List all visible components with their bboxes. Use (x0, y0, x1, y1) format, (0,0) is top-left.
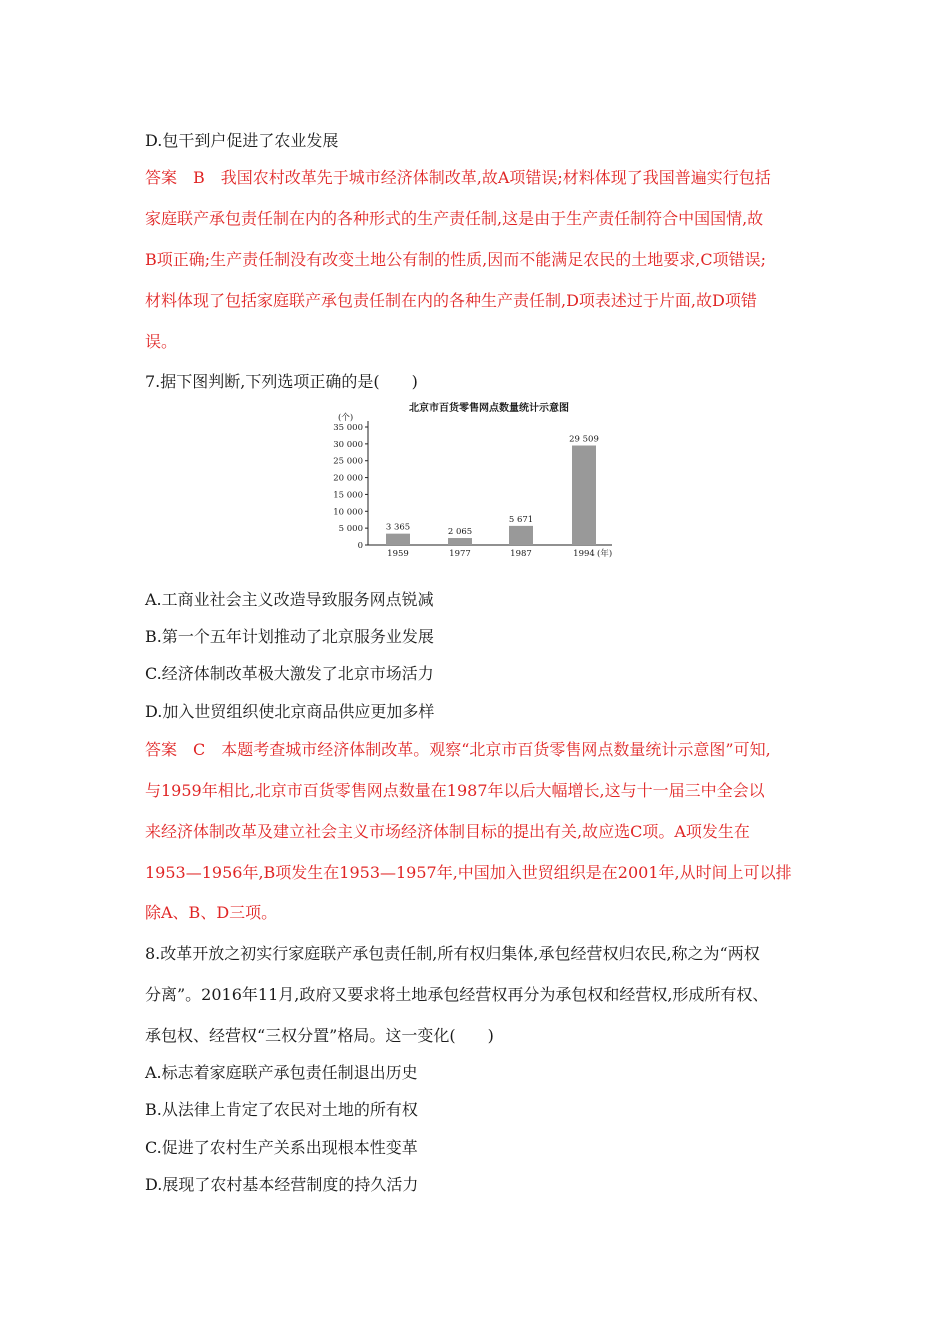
y-tick-label: 20 000 (333, 473, 363, 484)
question-line: C.经济体制改革极大激发了北京市场活力 (145, 664, 434, 683)
bar-1994 (572, 446, 596, 545)
y-tick-label: 10 000 (333, 507, 363, 518)
answer-line: 来经济体制改革及建立社会主义市场经济体制目标的提出有关,故应选C项。A项发生在 (145, 822, 750, 841)
answer-line: 误。 (145, 332, 178, 351)
question-line: B.从法律上肯定了农民对土地的所有权 (145, 1100, 418, 1119)
question-line: A.工商业社会主义改造导致服务网点锐减 (145, 590, 434, 609)
answer-line: 材料体现了包括家庭联产承包责任制在内的各种生产责任制,D项表述过于片面,故D项错 (145, 291, 757, 310)
answer-line: 家庭联产承包责任制在内的各种形式的生产责任制,这是由于生产责任制符合中国国情,故 (145, 209, 764, 228)
question-line: 7.据下图判断,下列选项正确的是( ) (145, 372, 418, 391)
answer-line: 除A、B、D三项。 (145, 903, 278, 922)
y-tick-label: 25 000 (333, 456, 363, 467)
question-line: 8.改革开放之初实行家庭联产承包责任制,所有权归集体,承包经营权归农民,称之为“两权 (145, 944, 760, 963)
bar-1959 (386, 534, 410, 545)
y-axis-unit: (个) (338, 413, 354, 423)
question-line: A.标志着家庭联产承包责任制退出历史 (145, 1063, 418, 1082)
x-tick-label: 1959 (387, 549, 409, 559)
bar-chart (330, 398, 620, 563)
y-tick-label: 15 000 (333, 490, 363, 501)
question-line: 承包权、经营权“三权分置”格局。这一变化( ) (145, 1026, 494, 1045)
bar-value-label: 2 065 (447, 527, 473, 538)
x-tick-label: 1987 (510, 549, 532, 559)
y-tick-label: 5 000 (338, 524, 363, 535)
question-line: D.加入世贸组织使北京商品供应更加多样 (145, 702, 435, 721)
y-tick-label: 0 (357, 541, 363, 551)
answer-line: 答案 C 本题考查城市经济体制改革。观察“北京市百货零售网点数量统计示意图”可知, (145, 740, 771, 759)
y-tick-label: 35 000 (333, 423, 363, 433)
answer-line: 与1959年相比,北京市百货零售网点数量在1987年以后大幅增长,这与十一届三中全会以 (145, 781, 765, 800)
y-tick-label: 30 000 (333, 439, 363, 450)
x-axis-unit: (年) (597, 549, 613, 559)
bar-value-label: 5 671 (508, 514, 534, 525)
bar-1987 (509, 526, 533, 545)
answer-line: B项正确;生产责任制没有改变土地公有制的性质,因而不能满足农民的土地要求,C项错误; (145, 250, 766, 269)
question-line: B.第一个五年计划推动了北京服务业发展 (145, 627, 434, 646)
question-line: D.展现了农村基本经营制度的持久活力 (145, 1175, 419, 1194)
x-tick-label: 1994 (573, 549, 595, 559)
x-tick-label: 1977 (449, 549, 471, 559)
chart-svg (330, 398, 620, 563)
question-line: 分离”。2016年11月,政府又要求将土地承包经营权再分为承包权和经营权,形成所有权、 (145, 985, 769, 1004)
question-line: C.促进了农村生产关系出现根本性变革 (145, 1138, 418, 1157)
bar-value-label: 29 509 (569, 434, 599, 445)
answer-line: 答案 B 我国农村改革先于城市经济体制改革,故A项错误;材料体现了我国普遍实行包括 (145, 168, 771, 187)
answer-line: 1953—1956年,B项发生在1953—1957年,中国加入世贸组织是在2001年,从时间上可以排 (145, 863, 792, 882)
bar-1977 (448, 538, 472, 545)
bar-value-label: 3 365 (385, 522, 411, 533)
chart-title: 北京市百货零售网点数量统计示意图 (409, 403, 569, 414)
question-line: D.包干到户促进了农业发展 (145, 131, 339, 150)
